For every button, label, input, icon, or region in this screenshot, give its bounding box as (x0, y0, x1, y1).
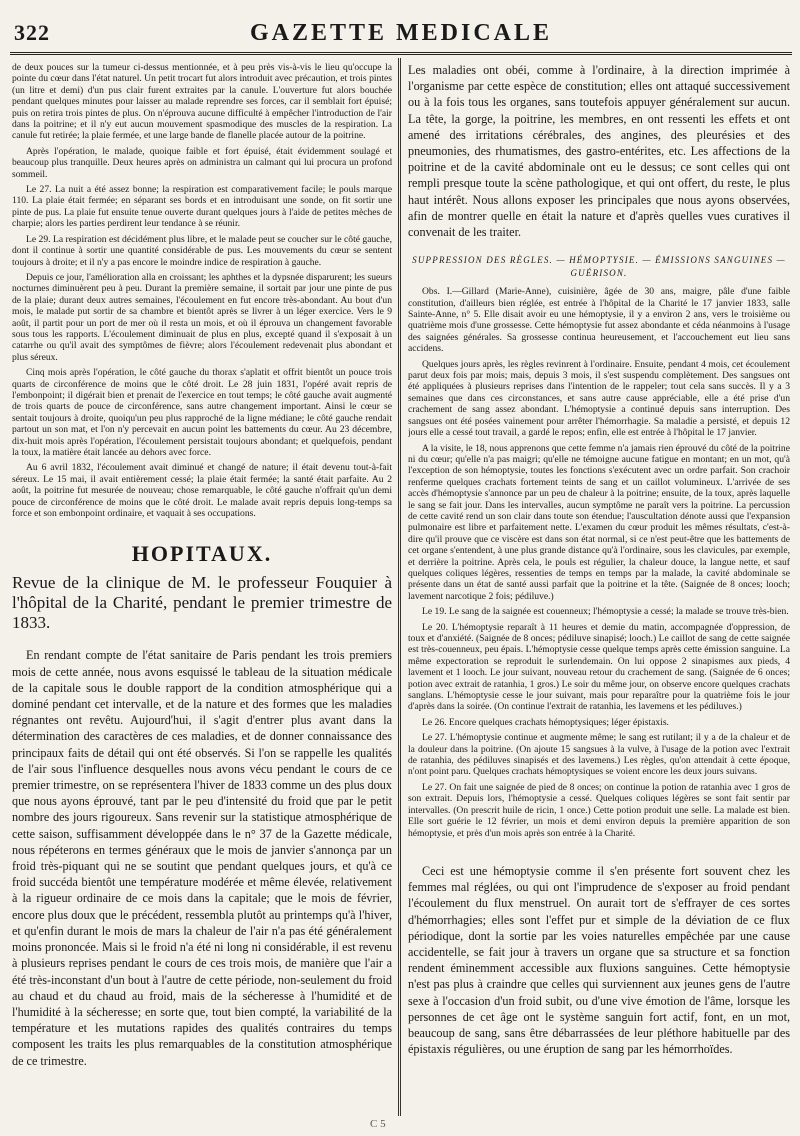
paragraph: Ceci est une hémoptysie comme il s'en présente fort souvent chez les femmes mal réglées, ou qui ont l'imprudence de s'exposer au froid pendant l'écoulement du flux menstruel. On aurait tort de s'effrayer de ces sortes d'hémorrhagies; elles sont l'effet pur et simple de la déviation de ce flux périodique, dont la sortie par les voies naturelles empêchée par une cause accidentelle, se fait jour à travers un organe que sa structure et sa fonction rendent éminemment accessible aux fluxions sanguines. Cette hémoptysie n'est pas plus à craindre que celles qui surviennent aux jeunes gens de l'autre sexe à l'occasion d'un froid subit, ou d'une vive émotion de l'âme, lorsque les personnes de cet âge ont le système sanguin fort actif, font, en un mot, beaucoup de sang, sans être débarrassées de leur pléthore habituelle par des épistaxis régulières, ou une éruption de sang par les hémorrhoïdes. (408, 863, 790, 1057)
paragraph: Le 19. Le sang de la saignée est couenneux; l'hémoptysie a cessé; la malade se trouve très-bien. (422, 606, 789, 618)
column-divider (398, 58, 401, 1116)
paragraph: Au 6 avril 1832, l'écoulement avait diminué et changé de nature; il était devenu tout-à-fait séreux. Le 15 mai, il avait entièrement cessé; la plaie était fermée; la santé était parfaite. Au 2 août, la poitrine fut mesurée de nouveau; chose remarquable, le côté gauche n'offrait qu'un demi pouce de circonférence de moins que le côté droit. Le malade avait repris depuis long-temps sa force et son embonpoint ordinaire, et vaquait à ses occupations. (12, 462, 392, 520)
paragraph: Après l'opération, le malade, quoique faible et fort épuisé, était évidemment soulagé et beaucoup plus tranquille. Deux heures après on administra un calmant qui lui procura un profond sommeil. (12, 145, 392, 180)
paragraph: Depuis ce jour, l'amélioration alla en croissant; les aphthes et la dypsnée disparurent; les sueurs nocturnes diminuèrent peu à peu. Durant la première semaine, il sortait par jour une pinte de pus de la plaie; durant deux autres semaines, l'écoulement en fut encore très-abondant. Au bout d'un mois, le malade put sortir de sa chambre et bientôt après se livrer à un léger exercice. Vers le 9 août, il partit pour un port de mer où il resta un mois, et où il éprouva un changement favorable sous tous les rapports. L'écoulement diminuait de plus en plus, excepté quand il s'exposait à un catarrhe ou qu'il avait des symptômes de fièvre; alors l'écoulement redevenait plus abondant et plus séreux. (12, 271, 392, 363)
paragraph: de deux pouces sur la tumeur ci-dessus mentionnée, et à peu près vis-à-vis le lieu qu'occupe la pointe du cœur dans l'état naturel. Un petit trocart fut alors introduit avec précaution, et trois pintes (un litre et demi) d'un pus clair furent extraites par la canule. L'ouverture fut alors bouchée pendant quelques minutes pour laisser au malade reprendre ses forces, car il semblait fort épuisé; puis on retira trois pintes de plus. On n'éprouva aucune difficulté à empêcher l'introduction de l'air dans la poitrine; et il n'y eut aucun mouvement spasmodique des muscles de la respiration. La canule fut retirée; la plaie fermée, et une large bande de flanelle placée autour de la poitrine. (12, 62, 392, 142)
paragraph: Le 20. L'hémoptysie reparaît à 11 heures et demie du matin, accompagnée d'oppression, de toux et d'anxiété. (Saignée de 8 onces; pédiluve sinapisé; looch.) Le caillot de sang de cette saignée est très-couenneux, peu épais. L'hémoptysie cesse quelque temps après cette émission sanguine. La même expectoration se reproduit le surlendemain. On lui oppose 2 sinapismes aux pieds, 4 lavement et 1 looch. Le jour suivant, nouveau retour du crachement de sang. (Saignée de 6 onces; potion avec extrait de ratanhia, 1 gros.) Le soir du même jour, on observe encore quelques crachats sanglans. L'hémoptysie cesse le jour suivant, mais pour reparaître pour la quatrième fois le jour d'après dans la soirée. (On continue l'extrait de ratanhia, les lavemens et les pédiluves.) (408, 621, 790, 713)
right-column (408, 62, 790, 1116)
paragraph: Le 26. Encore quelques crachats hémoptysiques; léger épistaxis. (422, 716, 669, 728)
paragraph: Quelques jours après, les règles revinrent à l'ordinaire. Ensuite, pendant 4 mois, cet écoulement parut deux fois par mois; mais, depuis 3 mois, il s'est suspendu complètement. Des sangsues ont été appliquées à plusieurs reprises dans l'intention de le rappeler; tout cela sans succès. Il y a 3 semaines que dans ces circonstances, et sans autre cause appréciable, elle a été prise d'un crachement de sang assez abondant. L'hémoptysie a continué depuis sans interruption. Des sangsues ont été posées vainement pour arrêter l'hémorrhagie. Sa maladie a persisté, et depuis 12 jours elle a cessé tout travail, a gardé le repos; enfin, elle est entrée à l'hôpital le 17 janvier. (408, 358, 790, 439)
article-title: Revue de la clinique de M. le professeur Fouquier à l'hôpital de la Charité, pendant le premier trimestre de 1833. (12, 573, 392, 633)
paragraph: Cinq mois après l'opération, le côté gauche du thorax s'aplatit et offrit bientôt un pouce trois quarts de circonférence de moins que le côté droit. Le 28 juin 1831, l'opéré avait repris de l'embonpoint; il digérait bien et prenait de l'exercice en tout temps; le côté gauche avait augmenté de trois quarts de pouce de circonférence, sans autre changement important. Ainsi le cœur se sentait toujours à droite, quoiqu'un peu plus rapproché de la ligne médiane; le côté gauche rendait partout un son mat, et l'on n'y percevait en aucun point les battements du cœur. Au 23 décembre, dix-huit mois après l'opération, l'écoulement persistait toujours abondant; et quelquefois, pendant la toux, la matière était lancée au dehors avec force. (12, 367, 392, 458)
paragraph: En rendant compte de l'état sanitaire de Paris pendant les trois premiers mois de cette année, nous avons esquissé le tableau de la situation médicale de la capitale sous le double rapport de la condition atmosphérique qui a dominé pendant cet intervalle, et de la nature et des formes que les maladies régnantes ont revêtu. Aujourd'hui, il s'agit d'entrer plus avant dans la détermination des caractères de ces maladies, et de donner connaissance des principaux faits de détail qui ont été observés. Si l'on se rappelle les qualités de l'air sous l'influence desquelles nous avons vécu pendant le cours de ce premier trimestre, on se représentera l'hiver de 1833 comme un des plus doux que nous ayons éprouvé, tant par le peu d'intensité du froid que par le petit nombre des jours rigoureux. Sans revenir sur la statistique atmosphérique de cette saison, suffisamment développée dans le n° 37 de la Gazette médicale, nous répéterons en termes généraux que le mois de janvier s'annonça par un froid très-piquant qui ne se soutint que pendant quelques jours, et qu'à ce froid succéda bientôt une température modérée et même élevée, relativement à la rigueur ordinaire de ce mois dans la capitale; que le mois de février, encore plus doux que le précédent, ressembla plutôt au printemps qu'à l'hiver, et qu'enfin durant le mois de mars la chaleur de l'air n'a pas été généralement moins prononcée. Mais si le froid n'a été ni long ni considérable, il est revenu à plusieurs reprises pendant le cours de ces trois mois, de manière que l'air a été très-inconstant d'un bout à l'autre de cette période, non-seulement du froid au chaud et du chaud au froid, mais de la sécheresse à l'humidité et de l'humidité à la sécheresse; en sorte que, tout bien compté, la variabilité de la température et les mutations rapides des qualités contraires du temps composent les traits les plus remarquables de la constitution atmosphérique de ce trimestre. (12, 648, 392, 1068)
page-header (10, 18, 792, 55)
page-number: 322 (14, 20, 50, 45)
paragraph: Le 27. On fait une saignée de pied de 8 onces; on continue la potion de ratanhia avec 1 gros de son extrait. Depuis lors, l'hémoptysie a cessé. Quelques coliques légères se sont fait sentir par intervalles. (On prescrit huile de ricin, 1 once.) Cette potion produit une selle. La malade est bien. Elle sort guérie le 12 février, un mois et demi environ depuis la première apparition de son hémoptysie, et près d'un mois après son entrée à la Charité. (408, 781, 790, 839)
section-heading: HOPITAUX. (131, 541, 273, 567)
paragraph: Obs. I.—Gillard (Marie-Anne), cuisinière, âgée de 30 ans, maigre, pâle d'une faible constitution, d'ailleurs bien réglée, est entrée à l'hôpital de la Charité le 17 janvier 1833, salle Sainte-Anne, n° 5. Elle disait avoir eu une hémoptysie, il y a environ 2 ans, vers le troisième ou quatrième mois d'une grossesse. Cette hémoptysie fut assez abondante et céda néanmoins à l'usage des saignées générales. Sa grossesse continua heureusement, et l'accouchement eut lieu sans accidens. (408, 286, 790, 355)
left-column (12, 62, 392, 1116)
paragraph: Le 27. La nuit a été assez bonne; la respiration est comparativement facile; le pouls marque 110. La plaie était fermée; en séparant ses bords et en introduisant une sonde, on fit sortir une pinte de pus. La plaie fut ensuite tenue ouverte durant quelques jours à l'aide de petites mèches de charpie; alors les parties perdirent leur tendance à se réunir. (12, 184, 392, 230)
paragraph: Les maladies ont obéi, comme à l'ordinaire, à la direction imprimée à l'organisme par cette espèce de constitution; elles ont attaqué successivement ou à la fois tous les organes, sans toutefois appuyer généralement sur aucun. La tête, la gorge, la poitrine, les membres, en ont ressenti les effets et ont amené des irritations cérébrales, des angines, des pleurésies et des pneumonies, des rhumatismes, des gastro-entérites, etc. Les affections de la poitrine et de la cavité abdominale ont eu le dessus; ce sont celles qui ont rempli presque toute la scène pathologique, et qui ont offert, du reste, le plus haut intérêt. Nous allons exposer les principales que nous ayons observées, afin de montrer quelle en était la nature et d'après quelles vues curatives il convenait de les traiter. (408, 63, 790, 240)
paragraph: Le 29. La respiration est décidément plus libre, et le malade peut se coucher sur le côté gauche, dont il continue à sortir une quantité considérable de pus. Les mouvements du cœur se sentent toujours à droite; et il n'y a pas encore le moindre indice de respiration à gauche. (12, 233, 392, 268)
paragraph: Le 27. L'hémoptysie continue et augmente même; le sang est rutilant; il y a de la chaleur et de la douleur dans la poitrine. (On ajoute 15 sangsues à la vulve, à l'usage de la potion avec l'extrait de ratanhia, des pédiluves sinapisés et des lavemens.) Les règles, qu'on attendait à cette époque, n'ont point paru. Quelques crachats hémoptysiques se voient encore les deux jours suivans. (408, 732, 790, 778)
case-heading: SUPPRESSION DES RÈGLES. — HÉMOPTYSIE. — ÉMISSIONS SANGUINES — GUÉRISON. (412, 255, 786, 279)
running-title: GAZETTE MEDICALE (249, 20, 553, 46)
spacer (408, 843, 790, 863)
paragraph: A la visite, le 18, nous apprenons que cette femme n'a jamais rien éprouvé du côté de la poitrine ni du cœur; qu'elle n'a pas maigri; qu'elle ne témoigne aucune fatigue en montant; en un mot, qu'à l'exception de son hémoptysie, toutes les fonctions s'exécutent avec un ordre parfait. Son crachoir renferme quelques crachats fortement teints de sang et un caillot volumineux. L'arrivée de ses accès d'hémoptysie s'annonce par un peu de chaleur à la poitrine; ensuite, de la toux, après laquelle le sang se fait jour. Dans les intervalles, aucun symptôme ne paraît vers la poitrine. La percussion de cette cavité rend un son clair dans toute son étendue; l'auscultation dénote aussi que l'expansion pulmonaire est libre et parfaitement nette. L'examen du cœur produit les mêmes résultats, c'est-à-dire qu'il prouve que ce viscère est dans son état normal, si ce n'est peut-être que les battements de cet organe s'entendent, à une plus grande distance qu'à l'ordinaire, sous les clavicules, par exemple, et derrière la poitrine. Après cela, le pouls est régulier, la chaleur douce, la langue nette, et sauf quelques coliques légères, ressenties de temps en temps par la malade, la cavité abdominale se présente dans un état de santé aussi parfait que la poitrine et la tête. (Saignée de 8 onces; looch; lavement narcotique 2 fois; pédiluve.) (408, 442, 790, 602)
footer-mark: C 5 (370, 1118, 386, 1130)
